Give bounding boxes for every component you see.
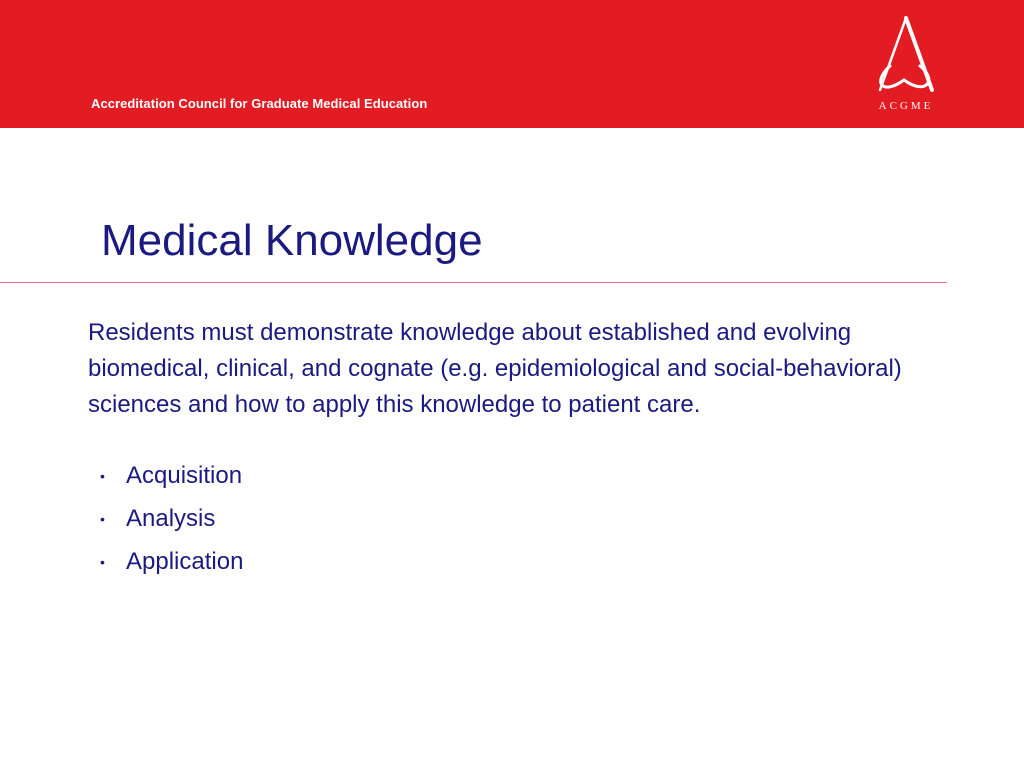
acgme-logo-icon — [866, 14, 946, 94]
bullet-icon: • — [100, 554, 105, 570]
bullet-icon: • — [100, 511, 105, 527]
bullet-item-analysis — [100, 499, 243, 542]
acgme-logo — [866, 14, 946, 118]
bullet-label: Acquisition — [126, 462, 243, 489]
logo-text: ACGME — [878, 100, 934, 112]
slide-body-text: Residents must demonstrate knowledge about established and evolving biomedical, clinical, and cognate (e.g. epidemiological and social-behavioral) sciences and how to apply this knowledge to patient care. — [88, 319, 902, 418]
bullet-label: Application — [126, 548, 244, 575]
slide-title: Medical Knowledge — [101, 216, 483, 265]
bullet-item-acquisition — [100, 456, 243, 499]
organization-name: Accreditation Council for Graduate Medical Education — [91, 96, 428, 111]
title-divider — [0, 282, 947, 283]
bullet-list — [100, 456, 243, 585]
bullet-label: Analysis — [126, 505, 216, 532]
header-band — [0, 0, 1024, 128]
bullet-icon: • — [100, 468, 105, 484]
bullet-item-application — [100, 542, 243, 585]
